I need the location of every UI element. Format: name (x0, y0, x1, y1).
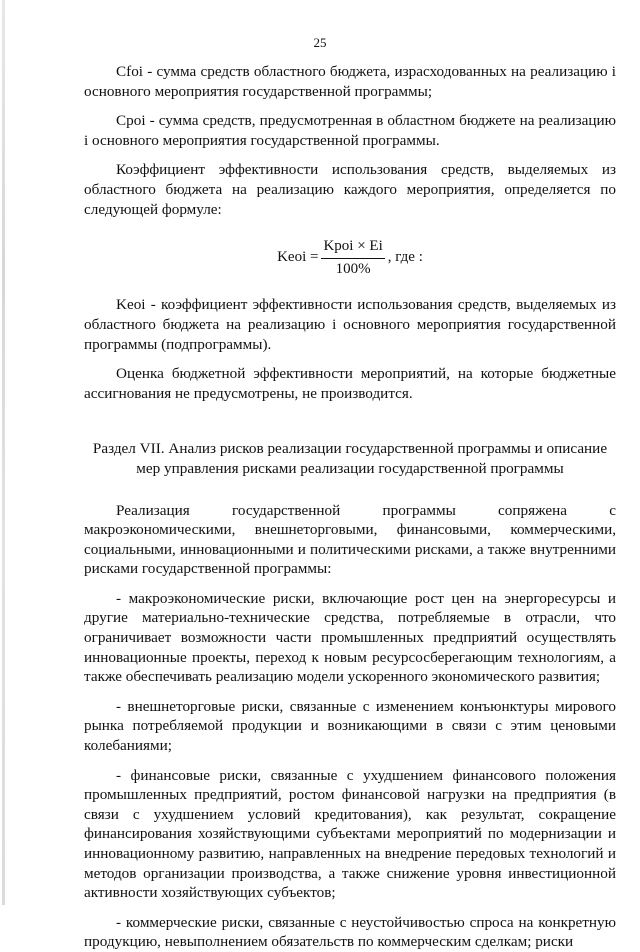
formula-denominator: 100% (335, 260, 371, 277)
formula-fraction (321, 237, 384, 279)
section-heading (84, 439, 616, 478)
paragraph-budget-efficiency: Оценка бюджетной эффективности мероприятий, на которые бюджетные ассигнования не предусмотрены, не производится. (84, 365, 616, 402)
page-content (84, 62, 616, 952)
paragraph-macroeconomic-risks: - макроэкономические риски, включающие рост цен на энергоресурсы и другие материально-технические средства, потребляемые в отрасли, что ограничивает возможности части промышленных предприятий осуществлять инновационные проекты, переход к новым ресурсосберегающим технологиям, а также обеспечивать реализацию модели ускоренного экономического развития; (84, 589, 616, 686)
formula-numerator: Kpoi × Ei (321, 237, 384, 259)
page-number: 25 (313, 35, 327, 50)
paragraph-cpoi-definition: Cpoi - сумма средств, предусмотренная в областном бюджете на реализацию i основного мероприятия государственной программы. (84, 112, 616, 149)
paragraph-formula-intro: Коэффициент эффективности использования средств, выделяемых из областного бюджета на реализацию каждого мероприятия, определяется по следующей формуле: (84, 161, 616, 218)
formula-suffix: , где : (387, 249, 423, 266)
scan-edge-shadow (2, 0, 5, 905)
paragraph-keoi-definition: Keoi - коэффициент эффективности использования средств, выделяемых из областного бюджета на реализацию i основного мероприятия государственной программы (подпрограммы). (84, 296, 616, 353)
section-heading-line-1: Раздел VII. Анализ рисков реализации государственной программы и описание (92, 440, 608, 458)
efficiency-formula (84, 237, 616, 279)
paragraph-risks-intro: Реализация государственной программы сопряжена с макроэкономическими, внешнеторговыми, финансовыми, коммерческими, социальными, инновационными и политическими рисками, а также внутренними рисками государственной программы: (84, 501, 616, 578)
formula-lhs: Keoi = (277, 249, 319, 266)
section-heading-line-2: мер управления рисками реализации государственной программы (136, 459, 564, 477)
paragraph-foreign-trade-risks: - внешнеторговые риски, связанные с изменением конъюнктуры мирового рынка потребляемой продукции и возникающими в связи с этим ценовыми колебаниями; (84, 697, 616, 755)
paragraph-cfoi-definition: Cfoi - сумма средств областного бюджета, израсходованных на реализацию i основного мероприятия государственной программы; (84, 63, 616, 100)
paragraph-financial-risks: - финансовые риски, связанные с ухудшением финансового положения промышленных предприятий, ростом финансовой нагрузки на предприятия (в связи с ухудшением условий кредитования), как результат, сокращение финансирования хозяйствующими субъектами мероприятий по модернизации и инновационному развитию, направленных на внедрение передовых технологий и методов организации производства, а также снижение уровня инвестиционной активности хозяйствующих субъектов; (84, 766, 616, 902)
paragraph-commercial-risks: - коммерческие риски, связанные с неустойчивостью спроса на конкретную продукцию, невыполнением обязательств по коммерческим сделкам; риски (84, 913, 616, 951)
